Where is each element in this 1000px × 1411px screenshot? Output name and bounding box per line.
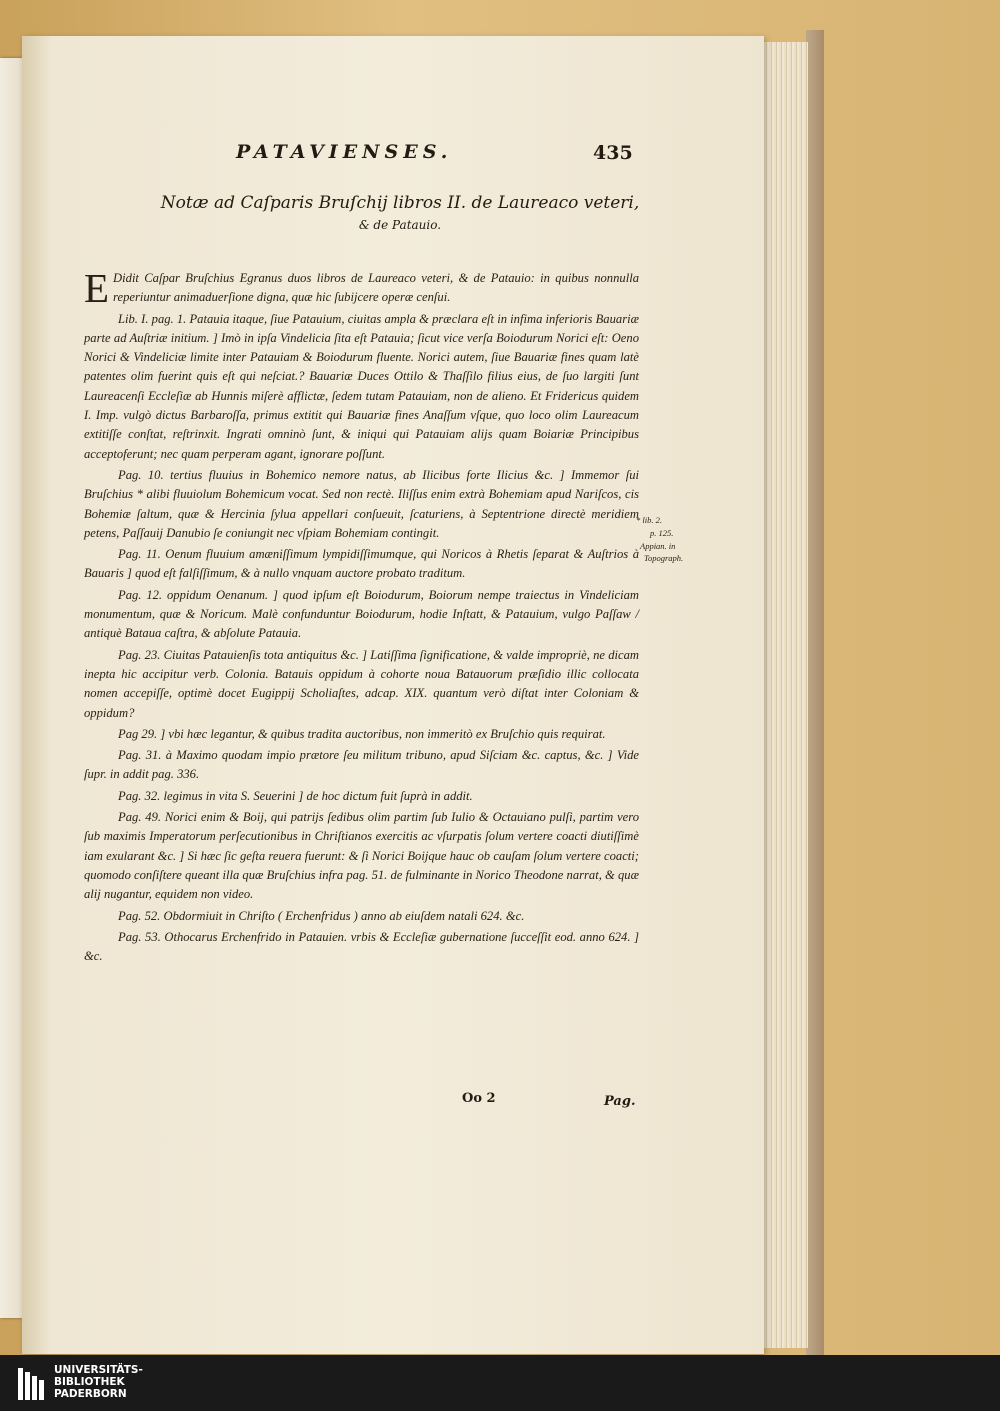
- catchword: Pag.: [604, 1094, 636, 1109]
- paragraph-text: Didit Caſpar Bruſchius Egranus duos libros de Laureaco veteri, & de Patauio: in quibus nonnulla reperiuntur animaduerſione digna, quæ hic ſubijcere operæ cenſui.: [113, 271, 639, 305]
- library-logo-text: [54, 1364, 143, 1400]
- marginal-note: p. 125.: [650, 528, 674, 538]
- library-logo-line: PADERBORN: [54, 1388, 127, 1400]
- body-text: [84, 265, 639, 968]
- paragraph: Pag 29. ] vbi hæc legantur, & quibus tradita auctoribus, non immeritò ex Bruſchio quis requirat.: [118, 726, 606, 741]
- marginal-note: Topograph.: [644, 553, 684, 563]
- paragraph: Pag. 10. tertius fluuius in Bohemico nemore natus, ab Ilicibus forte Ilicius &c. ] Immemor ſui Bruſchius * alibi fluuiolum Bohemicum vocat. Sed non rectè. Iliſſus enim extrà Bohemiam apud Nariſcos, cis Bohemiæ ſaltum, quæ & Hercinia ſylua appellari conſueuit, ſcaturiens, à Septentrione directè meridiem petens, Paſſauij Danubio ſe coniungit nec vſpiam Bohemiam contingit.: [84, 467, 639, 540]
- paragraph: Lib. I. pag. 1. Patauia itaque, ſiue Patauium, ciuitas ampla & præclara eſt in infima inferioris Bauariæ parte ad Auſtriæ initium. ] Imò in ipſa Vindelicia ſita eſt Patauia; ſicut vice verſa Boiodurum Norici eſt: Oeno Norici & Vindeliciæ limite inter Patauiam & Boiodurum fluente. Norici autem, ſiue Bauariæ fines quam latè patentes olim fuerint quis eſt qui neſciat.? Bauariæ Duces Ottilo & Thaſſilo filius eius, de ſuo largiti ſunt Laureacenſi Eccleſiæ ab Hunnis miſerè afflictæ, ſedem tutam Patauiam, non de alieno. Et Fridericus quidem I. Imp. vulgò dictus Barbaroſſa, primus extitit qui Bauariæ fines Anaſſum vſque, quo loco olim Laureacum extitiſſe conſtat, reſtrinxit. Ingrati omninò ſunt, & iniqui qui Patauiam alijs quam Boiariæ Principibus acceptoferunt; nec quam perperam agant, ignorare poſſunt.: [84, 311, 639, 461]
- paragraph: Pag. 11. Oenum fluuium amæniſſimum lympidiſſimumque, qui Noricos à Rhetis ſeparat & Auſtrios à Bauaris ] quod eſt falſiſſimum, & à nullo vnquam auctore probato traditum.: [84, 547, 639, 581]
- paragraph: Pag. 49. Norici enim & Boij, qui patrijs ſedibus olim partim ſub Iulio & Octauiano pulſi, partim vero ſub maximis Imperatorum perſecutionibus in Chriſtianos exercitis ac vſurpatis ſolum vertere coacti diutiſſimè iam exularant &c. ] Si hæc ſic geſta reuera fuerunt: & ſi Norici Boijque hauc ob cauſam ſolum vertere coacti; quomodo conſiſtere queant illa quæ Bruſchius infra pag. 51. de fulminante in Norico Theodone narrat, & quæ alij nugantur, equidem non video.: [84, 810, 639, 902]
- section-title-line-1: Notæ ad Caſparis Bruſchij libros II. de Laureaco veteri,: [160, 193, 640, 213]
- drop-cap: E: [84, 265, 110, 311]
- marginal-note: Appian. in: [640, 541, 676, 551]
- left-page-edge: [0, 58, 22, 1318]
- library-logo-line: BIBLIOTHEK: [54, 1376, 125, 1388]
- book-cover-edge: [806, 30, 824, 1360]
- library-logo-icon: [18, 1368, 44, 1400]
- page-stack-edges: [764, 42, 808, 1348]
- library-logo-line: UNIVERSITÄTS-: [54, 1364, 143, 1376]
- paragraph: Pag. 53. Othocarus Erchenfrido in Patauien. vrbis & Eccleſiæ gubernatione ſucceſſit eod. anno 624. ] &c.: [84, 929, 639, 964]
- library-footer-bar: [0, 1355, 1000, 1411]
- marginal-note: * lib. 2.: [636, 515, 662, 525]
- paragraph: Pag. 31. à Maximo quodam impio prætore ſeu militum tribuno, apud Siſciam &c. captus, &c. ] Vide ſupr. in addit pag. 336.: [84, 748, 639, 782]
- running-head-title: PATAVIENSES.: [236, 141, 453, 163]
- paragraph: Pag. 32. legimus in vita S. Seuerini ] de hoc dictum fuit ſuprà in addit.: [118, 788, 473, 803]
- signature-mark: Oo 2: [462, 1091, 496, 1106]
- page-number: 435: [593, 142, 633, 164]
- paragraph: Pag. 23. Ciuitas Patauienſis tota antiquitus &c. ] Latiſſima ſignificatione, & valde impropriè, ne dicam inepta hic accipitur verb. Colonia. Batauis oppidum à cohorte noua Batauorum præſidio illic collocata nomen accepiſſe, optimè docet Eugippij Scholiaſtes, adcap. XIX. quantum verò diſtat inter Coloniam & oppidum?: [84, 647, 639, 720]
- paragraph: [84, 265, 639, 311]
- paragraph: Pag. 12. oppidum Oenanum. ] quod ipſum eſt Boiodurum, Boiorum nempe traiectus in Vindeliciam monumentum, quæ & Noricum. Malè confunduntur Boiodurum, hodie Inſtatt, & Patauium, vulgo Paſſaw / antiquè Bataua caſtra, & abſolute Patauia.: [84, 587, 639, 641]
- section-title-line-2: & de Patauio.: [358, 218, 442, 232]
- paragraph: Pag. 52. Obdormiuit in Chriſto ( Erchenfridus ) anno ab eiuſdem natali 624. &c.: [118, 908, 525, 923]
